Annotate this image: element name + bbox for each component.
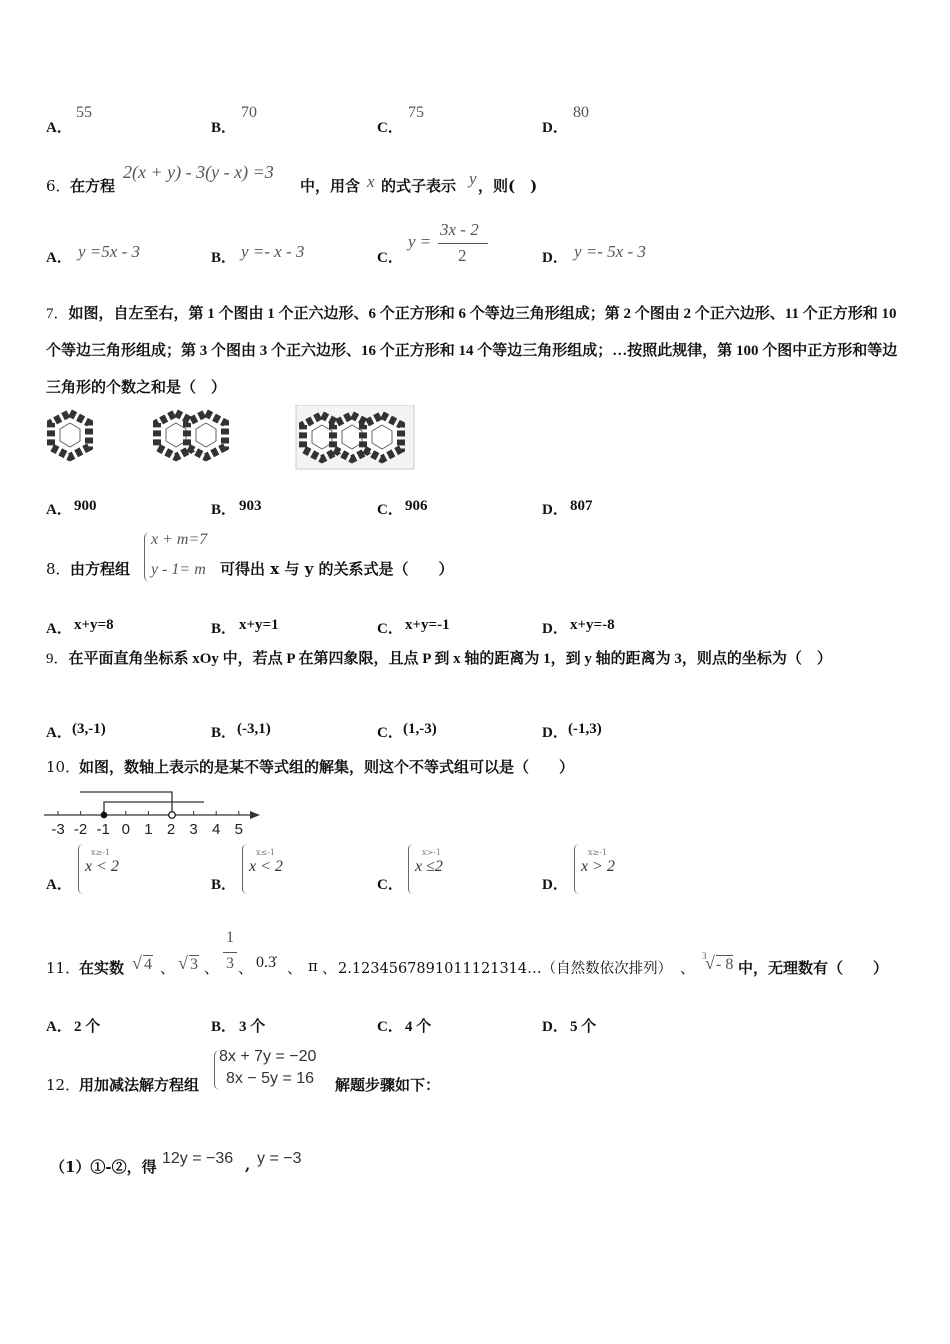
q10-number: 10． <box>46 758 81 776</box>
q7-figure-3 <box>296 405 414 469</box>
q6-option-a-label: A． <box>46 250 72 266</box>
q10-option-d-label: D． <box>542 877 568 893</box>
q11-repeating-decimal: 0.3̇ <box>256 954 276 971</box>
q11-option-d-value: 5 个 <box>570 1019 597 1035</box>
q10-option-b-label: B． <box>211 877 237 893</box>
q12-step-eq2: y = −3 <box>257 1150 302 1167</box>
q5-option-d-label: D． <box>542 120 568 136</box>
q11-frac-num: 1 <box>226 929 234 946</box>
q10-option-c-bottom: x ≤2 <box>415 858 443 875</box>
q7-option-a-label: A． <box>46 502 72 518</box>
q11-option-d-label: D． <box>542 1019 568 1035</box>
q9-option-b-value: (-3,1) <box>237 721 271 737</box>
q7-figure <box>44 405 416 471</box>
q9-option-c-label: C． <box>377 725 403 741</box>
q6-number: 6． <box>46 177 71 195</box>
q10-option-b-brace <box>242 844 247 894</box>
q8-eq1: x + m=7 <box>151 531 208 548</box>
q10-tick-label: -3 <box>51 821 65 838</box>
q5-option-c-value: 75 <box>408 104 424 121</box>
q8-suffix: 可得出 x 与 y 的关系式是（ ） <box>220 560 454 578</box>
q6-option-c-label: C． <box>377 250 403 266</box>
q8-prefix: 由方程组 <box>70 560 131 578</box>
q10-text: 如图，数轴上表示的是某不等式组的解集，则这个不等式组可以是（ ） <box>79 758 575 776</box>
q6-var-y: y <box>469 169 477 188</box>
q6-option-c-numerator: 3x - 2 <box>440 220 479 239</box>
q7-option-d-label: D． <box>542 502 568 518</box>
q5-option-b-label: B． <box>211 120 237 136</box>
q9-option-a-value: (3,-1) <box>72 721 106 737</box>
q10-number-line <box>44 780 264 840</box>
q11-sep-3: 、 <box>238 959 254 977</box>
q7-body: 如图，自左至右，第 1 个图由 1 个正六边形、6 个正方形和 6 个等边三角形组成；第 2 个图由 2 个正六边形、11 个正方形和 10 个等边三角形组成；第 3 个图由 3 个正六边形、16 个正方形和 14 个等边三角形组成；…按照此规律，第 100 个图中正方形和等边三角形的个数之和是（ ） <box>46 306 898 396</box>
q10-option-c-brace <box>408 844 413 894</box>
q10-option-d-top: x≥-1 <box>588 848 608 857</box>
q8-option-c-value: x+y=-1 <box>405 617 450 633</box>
q7-option-c-value: 906 <box>405 498 428 514</box>
q6-option-d-label: D． <box>542 250 568 266</box>
q10-closed-dot <box>101 812 108 819</box>
q8-option-b-label: B． <box>211 621 237 637</box>
q10-tick-label: 2 <box>166 821 176 838</box>
q5-option-a-label: A． <box>46 120 72 136</box>
q11-option-c-value: 4 个 <box>405 1019 432 1035</box>
q12-suffix: 解题步骤如下： <box>335 1076 441 1094</box>
q6-option-c-lhs: y = <box>408 232 432 251</box>
q8-option-c-label: C． <box>377 621 403 637</box>
q5-option-a-value: 55 <box>76 104 92 121</box>
q6-option-c-fraction-bar <box>438 243 488 244</box>
q6-option-d-value: y =- 5x - 3 <box>574 242 646 261</box>
q10-range-left <box>104 802 204 815</box>
q10-tick-label: 3 <box>189 821 198 838</box>
q11-radicand-2: 3 <box>190 956 198 973</box>
q7-option-b-value: 903 <box>239 498 262 514</box>
q11-sep-4: 、 <box>287 959 303 977</box>
q11-option-b-value: 3 个 <box>239 1019 266 1035</box>
q10-option-d-bottom: x > 2 <box>581 858 615 875</box>
q10-tick-label: 0 <box>121 821 130 838</box>
q6-option-b-label: B． <box>211 250 237 266</box>
q9-option-a-label: A． <box>46 725 72 741</box>
q11-option-a-value: 2 个 <box>74 1019 101 1035</box>
q9-number: 9． <box>46 651 69 667</box>
q11-cube-index: 3 <box>702 951 707 961</box>
q10-option-a-brace <box>78 844 83 894</box>
q11-sep-1: 、 <box>160 959 176 977</box>
q11-sep-5: 、 <box>322 959 338 977</box>
q10-option-a-bottom: x < 2 <box>85 858 119 875</box>
q8-option-a-label: A． <box>46 621 72 637</box>
q8-eq2: y - 1= m <box>151 561 206 578</box>
q12-prefix: 用加减法解方程组 <box>79 1076 200 1094</box>
q6-option-c-denominator: 2 <box>458 246 467 265</box>
q7-figure-2 <box>157 413 225 457</box>
q12-step-label: （1）①-②，得 <box>50 1158 157 1176</box>
q8-option-b-value: x+y=1 <box>239 617 279 633</box>
q12-eq1: 8x + 7y = −20 <box>219 1048 317 1065</box>
q11-suffix: 中，无理数有（ ） <box>738 959 889 977</box>
q11-radicand-1: 4 <box>144 956 152 973</box>
q6-var-x: x <box>367 172 375 191</box>
q5-option-b-value: 70 <box>241 104 257 121</box>
q7-option-b-label: B． <box>211 502 237 518</box>
q8-option-a-value: x+y=8 <box>74 617 114 633</box>
q9-body: 在平面直角坐标系 xOy 中，若点 P 在第四象限，且点 P 到 x 轴的距离为 1，到 y 轴的距离为 3，则点的坐标为（ ） <box>68 651 832 667</box>
q9-text <box>46 641 908 677</box>
q6-prefix: 在方程 <box>70 177 116 195</box>
q9-option-d-value: (-1,3) <box>568 721 602 737</box>
q8-number: 8． <box>46 560 71 578</box>
q8-option-d-value: x+y=-8 <box>570 617 615 633</box>
q11-sqrt-sign-2: √ <box>178 953 188 973</box>
q10-open-dot <box>169 812 176 819</box>
q10-option-b-top: x≤-1 <box>256 848 276 857</box>
q8-option-d-label: D． <box>542 621 568 637</box>
q9-option-c-value: (1,-3) <box>403 721 437 737</box>
q11-cube-sign: √ <box>705 953 715 973</box>
q11-frac-bar <box>223 952 237 953</box>
q10-tick-label: 1 <box>144 821 153 838</box>
q12-number: 12． <box>46 1076 81 1094</box>
q6-option-b-value: y =- x - 3 <box>241 242 305 261</box>
q10-option-b-bottom: x < 2 <box>249 858 283 875</box>
q12-step-sep: , <box>245 1156 251 1174</box>
q12-step-eq1: 12y = −36 <box>162 1150 234 1167</box>
q11-option-b-label: B． <box>211 1019 237 1035</box>
q5-option-c-label: C． <box>377 120 403 136</box>
q5-option-d-value: 80 <box>573 104 589 121</box>
q10-tick-label: -2 <box>73 821 88 838</box>
q6-suffix: ，则( ) <box>478 177 538 195</box>
q10-option-c-top: x>-1 <box>422 848 442 857</box>
q7-option-d-value: 807 <box>570 498 593 514</box>
q7-option-a-value: 900 <box>74 498 97 514</box>
q6-mid2: 的式子表示 <box>381 177 457 195</box>
q12-eq2: 8x − 5y = 16 <box>226 1070 315 1087</box>
q10-tick-label: -1 <box>96 821 110 838</box>
q11-sqrt-sign-1: √ <box>132 953 142 973</box>
q10-tick-label: 5 <box>234 821 243 838</box>
q11-sep-6: 、 <box>680 959 696 977</box>
q11-option-c-label: C． <box>377 1019 403 1035</box>
q10-option-c-label: C． <box>377 877 403 893</box>
q6-equation: 2(x + y) - 3(y - x) =3 <box>123 162 274 182</box>
q11-sequence: 2.1234567891011121314…（自然数依次排列） <box>338 961 673 977</box>
q11-pi: π <box>308 957 318 975</box>
q10-tick-label: 4 <box>212 821 221 838</box>
q8-brace <box>144 532 151 582</box>
q10-axis-arrow <box>250 811 260 819</box>
q7-text <box>46 296 908 407</box>
q9-option-d-label: D． <box>542 725 568 741</box>
q11-frac-den: 3 <box>226 955 234 972</box>
q11-sep-2: 、 <box>204 959 220 977</box>
q11-cube-radicand: - 8 <box>716 956 734 973</box>
q7-number: 7． <box>46 306 69 322</box>
q10-option-a-top: x≥-1 <box>91 848 111 857</box>
q10-option-d-brace <box>574 844 579 894</box>
q11-number: 11． <box>46 959 81 977</box>
q6-mid1: 中，用含 <box>300 177 361 195</box>
q7-option-c-label: C． <box>377 502 403 518</box>
q11-prefix: 在实数 <box>79 959 125 977</box>
q9-option-b-label: B． <box>211 725 237 741</box>
q6-option-a-value: y =5x - 3 <box>78 242 140 261</box>
q11-option-a-label: A． <box>46 1019 72 1035</box>
q10-option-a-label: A． <box>46 877 72 893</box>
